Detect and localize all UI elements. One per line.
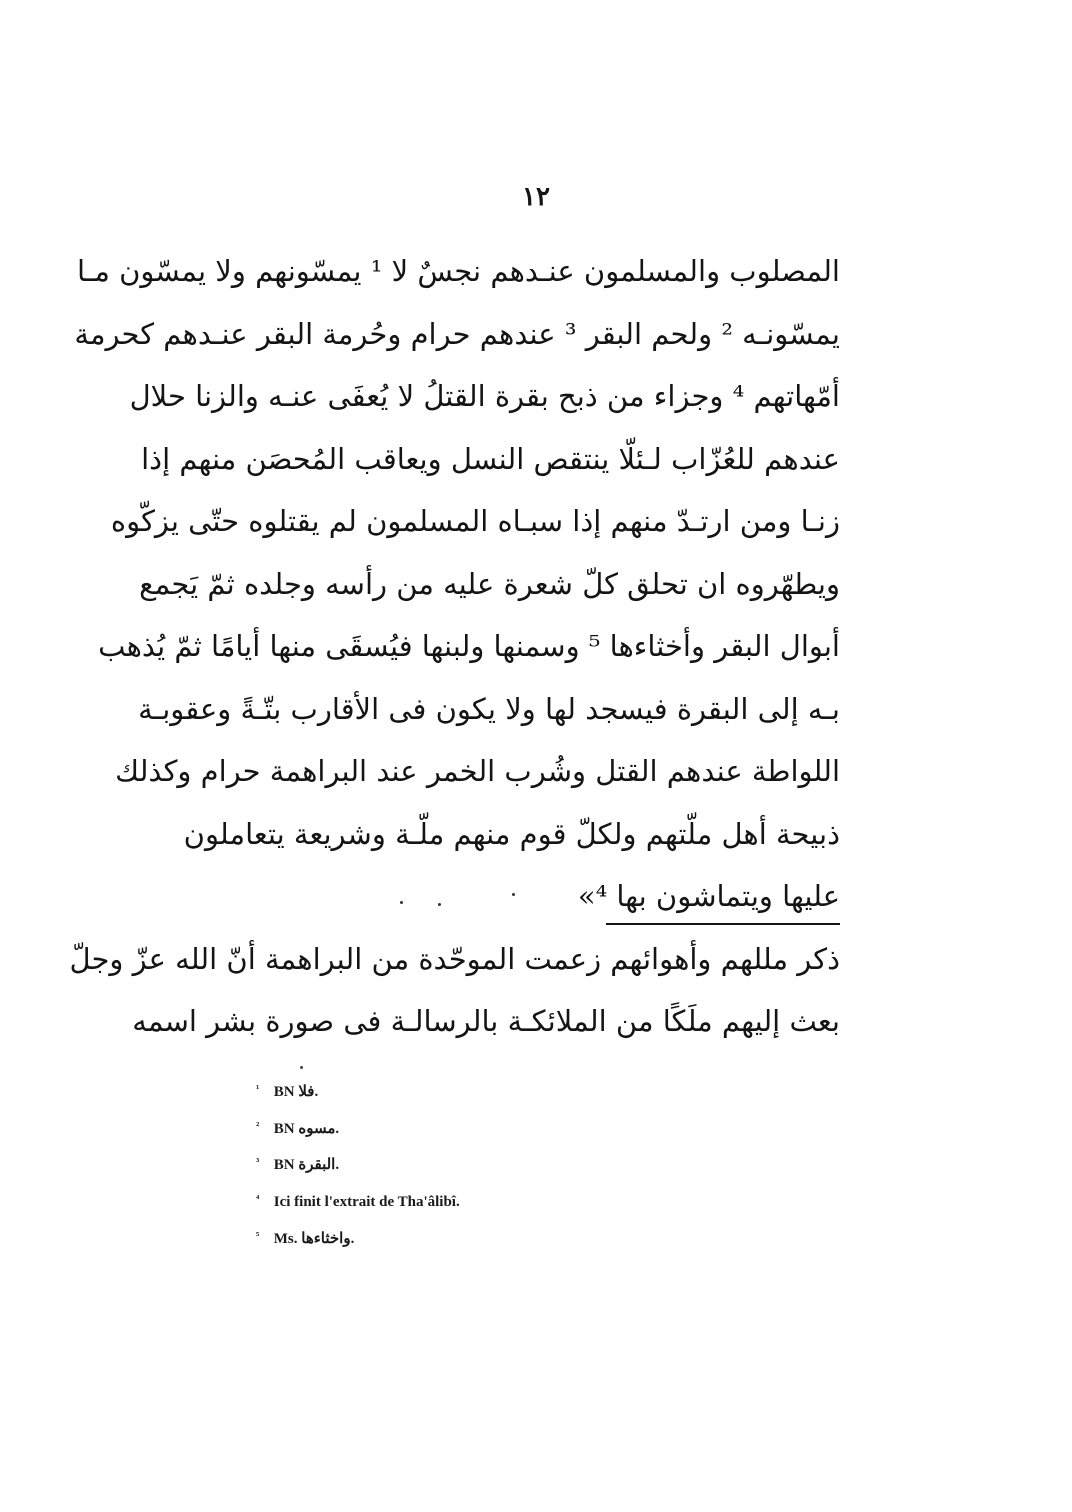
text-line: بعث إليهم ملَكًا من الملائكـة بالرسالـة فى صورة بشر اسمه xyxy=(132,1004,840,1038)
text-line: ذبيحة أهل ملّتهم ولكلّ قوم منهم ملّـة وشريعة يتعاملون xyxy=(183,816,840,851)
scan-specks xyxy=(232,865,840,928)
text-line: المصلوب والمسلمون عنـدهم نجسٌ لا ¹ يمسّونهم ولا يمسّون مـا xyxy=(77,254,840,288)
footnotes xyxy=(256,1074,656,1257)
footnote-mark: ⁴ xyxy=(256,1193,260,1206)
footnote-mark: ³ xyxy=(256,1156,260,1169)
text-line: ويطهّروه ان تحلق كلّ شعرة عليه من رأسه وجلده ثمّ يَجمع xyxy=(139,566,840,601)
footnote-text: Ms. واخثاءها. xyxy=(273,1230,355,1247)
footnote-mark: ¹ xyxy=(256,1083,260,1095)
text-line: عليها ويتماشون بها ⁴» xyxy=(577,879,840,913)
text-line: بـه إلى البقرة فيسجد لها ولا يكون فى الأقارب بتّـةً وعقوبـة xyxy=(138,691,840,726)
text-line: أبوال البقر وأخثاءها ⁵ وسمنها ولبنها فيُسقَى منها أيامًا ثمّ يُذهب xyxy=(98,629,840,663)
footnote-text: BN فلا. xyxy=(273,1084,319,1100)
text-line: زنـا ومن ارتـدّ منهم إذا سبـاه المسلمون لم يقتلوه حتّى يزكّوه xyxy=(110,504,840,538)
footnote xyxy=(256,1221,656,1258)
scan-speck xyxy=(300,1066,303,1069)
text-line: ذكر مللهم وأهوائهم زعمت الموحّدة من البراهمة أنّ الله عزّ وجلّ xyxy=(69,941,840,976)
footnote-text: BN البقرة. xyxy=(273,1157,340,1174)
section-end-line xyxy=(232,865,840,928)
footnote-mark: ⁵ xyxy=(256,1229,260,1242)
footnote-text: BN مسوه. xyxy=(273,1120,340,1137)
scan-speck xyxy=(400,901,403,904)
arabic-body-text xyxy=(69,240,840,1053)
text-line: يمسّونـه ² ولحم البقر ³ عندهم حرام وحُرمة البقر عنـدهم كحرمة xyxy=(74,316,840,351)
footnote xyxy=(256,1147,656,1184)
scan-speck xyxy=(438,903,441,906)
footnote-text: Ici finit l'extrait de Tha'âlibî. xyxy=(273,1194,460,1211)
text-line: اللواطة عندهم القتل وشُرب الخمر عند البراهمة حرام وكذلك xyxy=(115,754,840,788)
text-line: عندهم للعُزّاب لـئلّا ينتقص النسل ويعاقب المُحصَن منهم إذا xyxy=(141,441,840,476)
text-line: أمّهاتهم ⁴ وجزاء من ذبح بقرة القتلُ لا يُعفَى عنـه والزنا حلال xyxy=(129,379,840,413)
footnote-mark: ² xyxy=(256,1119,260,1132)
footnote xyxy=(256,1074,656,1111)
footnote xyxy=(256,1111,656,1148)
footnote xyxy=(256,1184,656,1221)
page-number: ١٢ xyxy=(522,182,550,212)
scan-speck xyxy=(512,893,515,896)
